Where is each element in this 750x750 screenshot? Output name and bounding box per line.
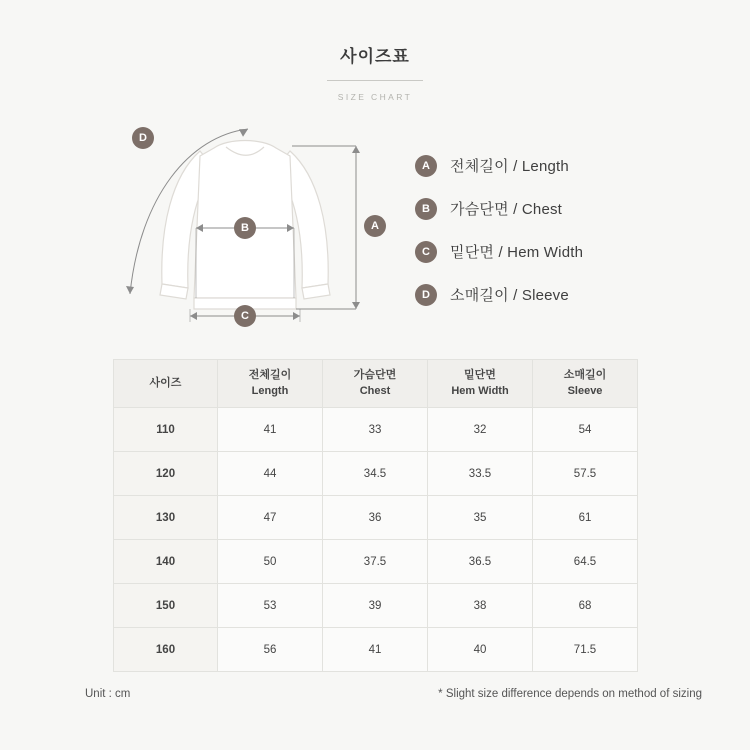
diagram-marker-d: D: [132, 127, 154, 149]
diagram-marker-a: A: [364, 215, 386, 237]
legend-item-length: [415, 144, 715, 187]
legend-label-hem: 밑단면 / Hem Width: [450, 244, 584, 261]
cell-hem: 38: [428, 584, 533, 628]
table-row: [114, 628, 638, 672]
cell-hem: 33.5: [428, 452, 533, 496]
header-sleeve: [533, 360, 638, 408]
diagram-marker-c: C: [234, 305, 256, 327]
page-title: 사이즈표: [340, 47, 410, 66]
size-table-container: [113, 359, 637, 672]
size-table: [113, 359, 638, 672]
cell-hem: 36.5: [428, 540, 533, 584]
cell-sleeve: 68: [533, 584, 638, 628]
header-hem: [428, 360, 533, 408]
cell-chest: 37.5: [323, 540, 428, 584]
diagram-marker-b: B: [234, 217, 256, 239]
header-sleeve-ko: 소매길이: [563, 368, 607, 381]
legend-label-length: 전체길이 / Length: [450, 158, 569, 175]
legend-item-chest: [415, 187, 715, 230]
table-row: [114, 584, 638, 628]
header-sleeve-en: Sleeve: [567, 384, 603, 397]
header-chest-en: Chest: [359, 384, 391, 397]
cell-size: 130: [114, 496, 218, 540]
unit-note: Unit : cm: [85, 688, 131, 700]
measurement-legend: [415, 144, 715, 316]
cell-length: 47: [218, 496, 323, 540]
cell-length: 41: [218, 408, 323, 452]
cell-sleeve: 71.5: [533, 628, 638, 672]
sizing-note: * Slight size difference depends on method of sizing: [438, 688, 702, 700]
cell-length: 56: [218, 628, 323, 672]
header-size-ko: 사이즈: [149, 376, 182, 389]
cell-hem: 35: [428, 496, 533, 540]
cell-length: 53: [218, 584, 323, 628]
cell-size: 120: [114, 452, 218, 496]
cell-sleeve: 57.5: [533, 452, 638, 496]
cell-chest: 36: [323, 496, 428, 540]
cell-chest: 34.5: [323, 452, 428, 496]
cell-length: 44: [218, 452, 323, 496]
table-row: [114, 408, 638, 452]
cell-hem: 40: [428, 628, 533, 672]
cell-size: 150: [114, 584, 218, 628]
table-body: [114, 408, 638, 672]
cell-chest: 39: [323, 584, 428, 628]
legend-label-sleeve: 소매길이 / Sleeve: [450, 287, 569, 304]
header-chest-ko: 가슴단면: [353, 368, 397, 381]
legend-label-chest: 가슴단면 / Chest: [450, 201, 563, 218]
header-hem-ko: 밑단면: [464, 368, 496, 381]
cell-hem: 32: [428, 408, 533, 452]
table-header: [114, 360, 638, 408]
legend-badge-b: B: [415, 198, 437, 220]
legend-badge-a: A: [415, 155, 437, 177]
header-chest: [323, 360, 428, 408]
cell-size: 160: [114, 628, 218, 672]
cell-chest: 33: [323, 408, 428, 452]
table-row: [114, 452, 638, 496]
cell-size: 110: [114, 408, 218, 452]
table-row: [114, 540, 638, 584]
header-length-en: Length: [251, 384, 289, 397]
title-divider: [327, 80, 423, 81]
legend-badge-d: D: [415, 284, 437, 306]
legend-item-sleeve: [415, 273, 715, 316]
cell-chest: 41: [323, 628, 428, 672]
garment-diagram: [0, 116, 750, 351]
page-subtitle: SIZE CHART: [337, 92, 413, 102]
header-length-ko: 전체길이: [248, 368, 292, 381]
page-title-block: [0, 0, 750, 102]
cell-sleeve: 54: [533, 408, 638, 452]
table-row: [114, 496, 638, 540]
cell-size: 140: [114, 540, 218, 584]
table-header-row: [114, 360, 638, 408]
cell-sleeve: 64.5: [533, 540, 638, 584]
legend-item-hem: [415, 230, 715, 273]
header-hem-en: Hem Width: [451, 384, 509, 397]
cell-sleeve: 61: [533, 496, 638, 540]
header-length: [218, 360, 323, 408]
legend-badge-c: C: [415, 241, 437, 263]
header-size: [114, 360, 218, 408]
cell-length: 50: [218, 540, 323, 584]
